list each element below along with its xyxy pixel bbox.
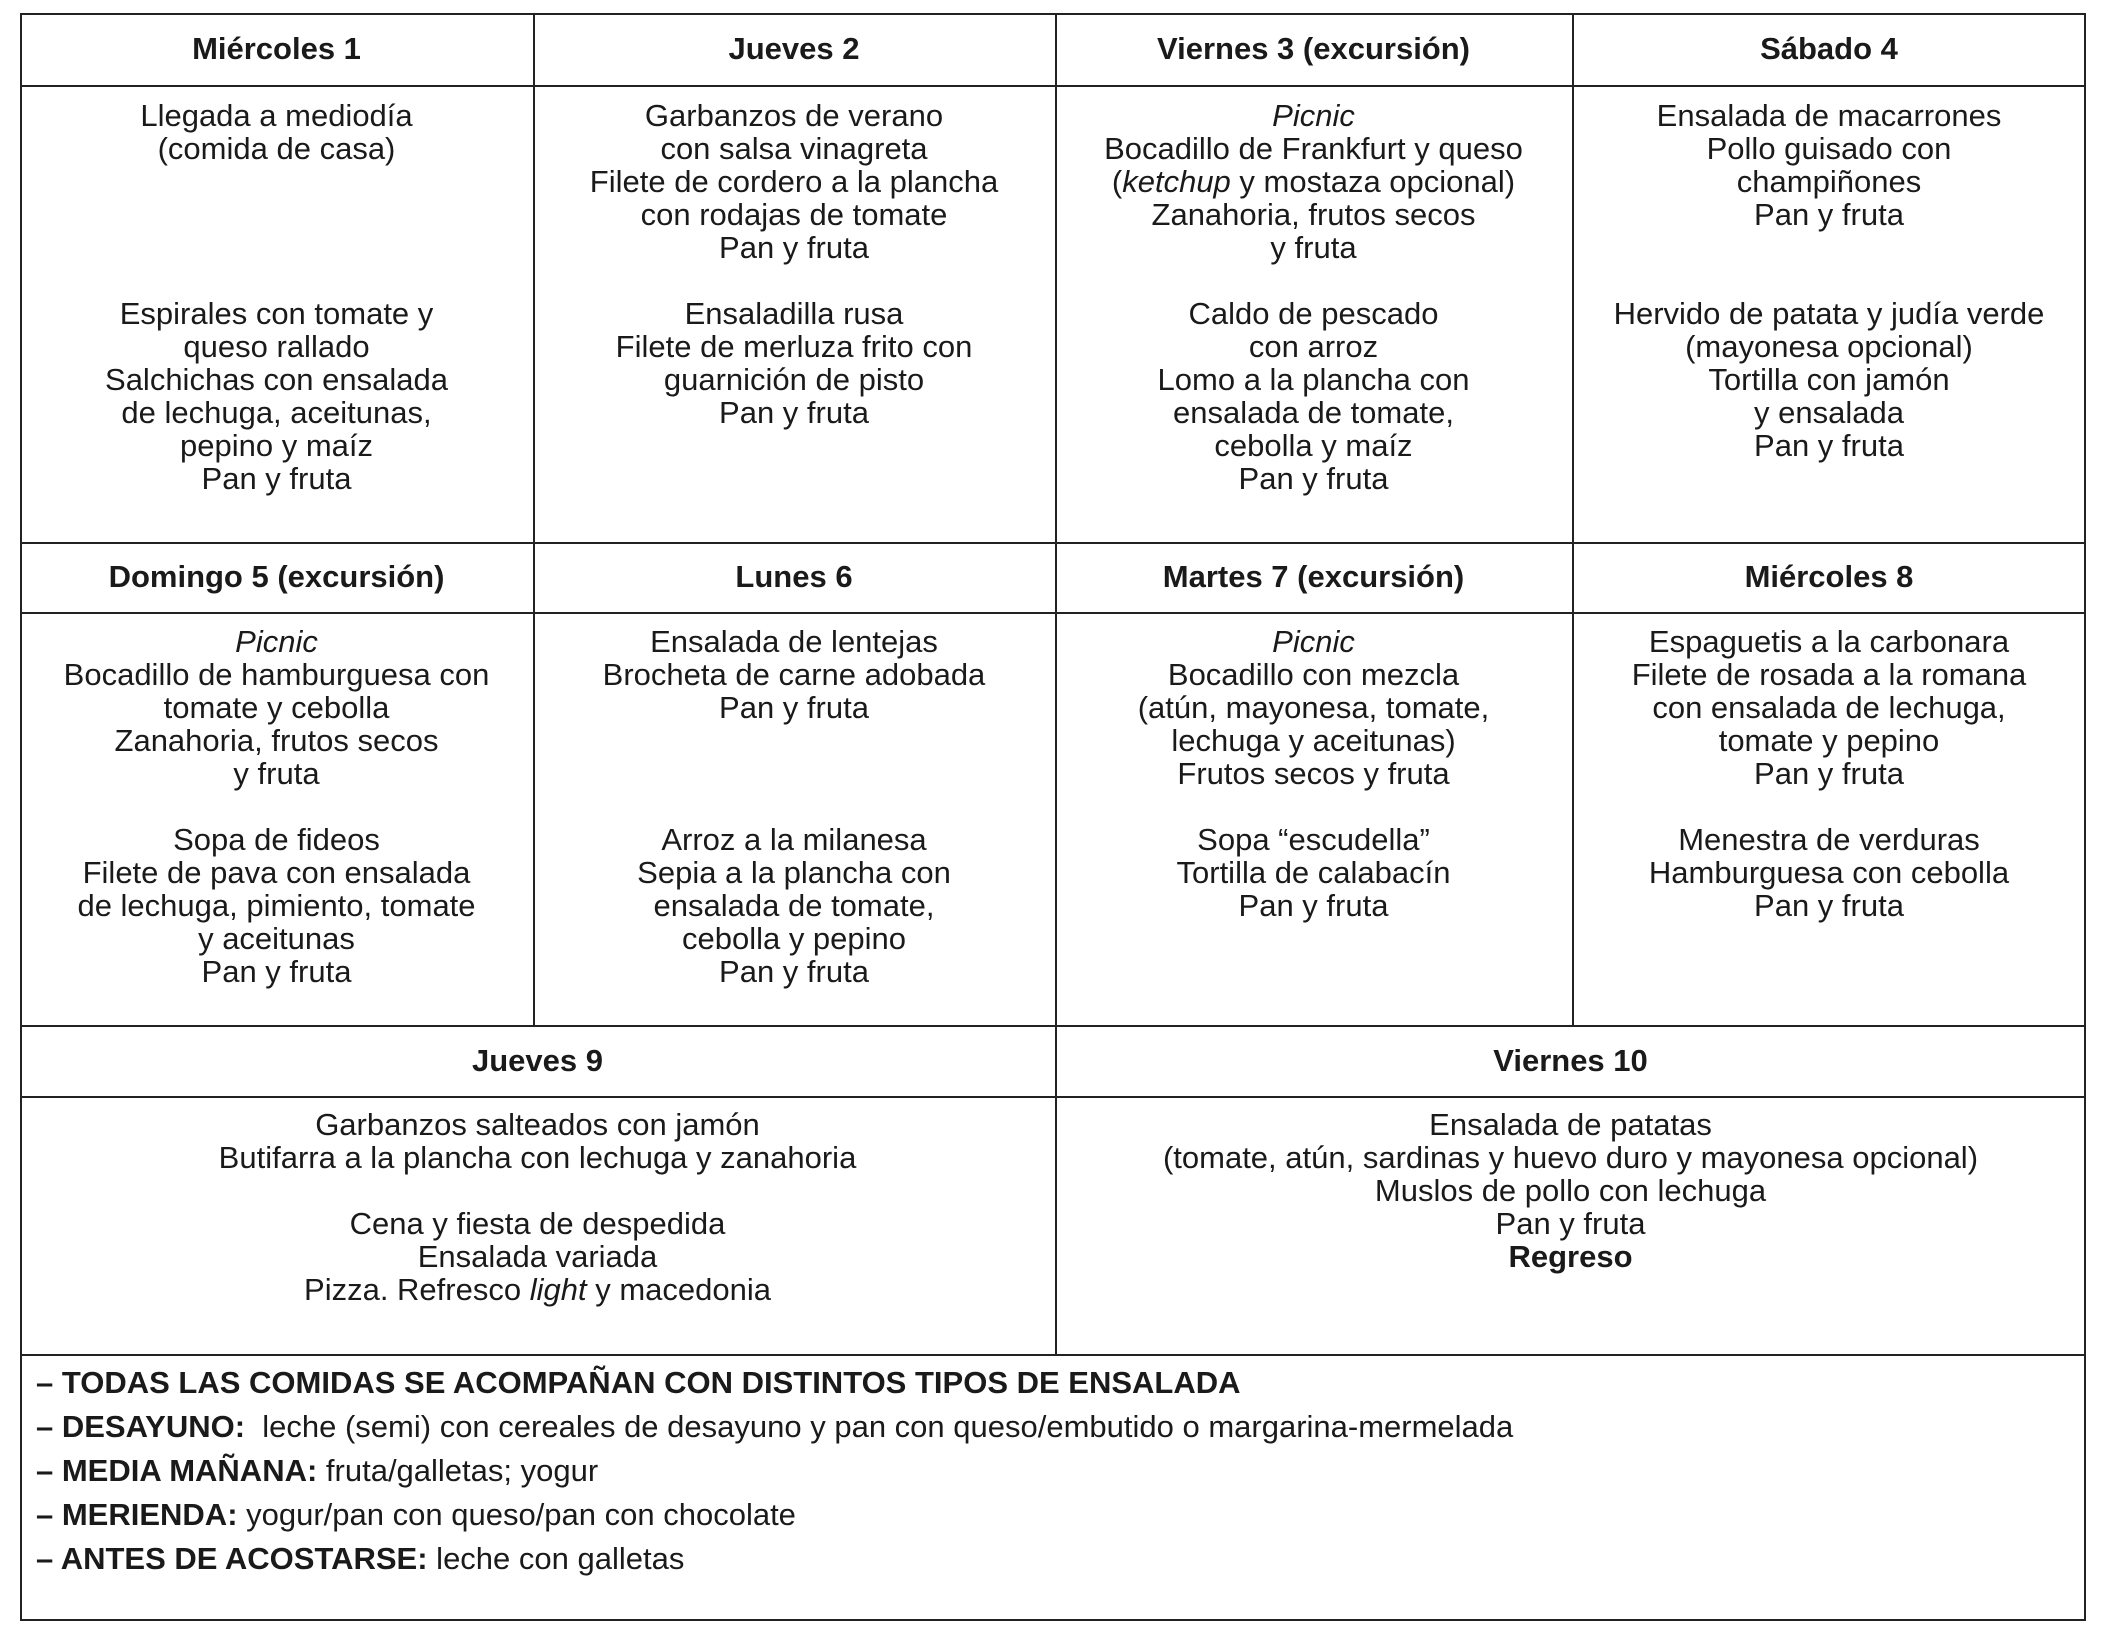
- row-rule: [20, 1354, 2086, 1356]
- lunch-line: Pan y fruta: [719, 230, 869, 265]
- lunch-line: lechuga y aceitunas): [1171, 723, 1456, 758]
- dinner-line: Hamburguesa con cebolla: [1648, 855, 2010, 890]
- note-label: – DESAYUNO:: [36, 1409, 246, 1444]
- row-rule: [20, 85, 2086, 87]
- row-rule: [20, 612, 2086, 614]
- dinner-line: Pizza. Refresco light y macedonia: [304, 1272, 771, 1307]
- dinner-block: [1055, 297, 1572, 495]
- lunch-line: (ketchup y mostaza opcional): [1111, 164, 1516, 199]
- note-text: leche (semi) con cereales de desayuno y pan con queso/embutido o margarina-mermelada: [245, 1409, 1514, 1444]
- dinner-line: Menestra de verduras: [1678, 822, 1980, 857]
- lunch-line: Pollo guisado con: [1706, 131, 1952, 166]
- dinner-line: cebolla y maíz: [1214, 428, 1413, 463]
- lunch-line: tomate y cebolla: [163, 690, 390, 725]
- dinner-line: Pan y fruta: [719, 954, 869, 989]
- dinner-line: Tortilla con jamón: [1708, 362, 1950, 397]
- dinner-line: Sopa “escudella”: [1197, 822, 1430, 857]
- day-header: Viernes 3 (excursión): [1156, 31, 1470, 66]
- dinner-block: [533, 297, 1055, 429]
- dinner-line: Lomo a la plancha con: [1157, 362, 1470, 397]
- day-header: Martes 7 (excursión): [1162, 559, 1465, 594]
- dinner-line: Filete de merluza frito con: [615, 329, 973, 364]
- lunch-line: Pan y fruta: [1495, 1206, 1646, 1241]
- lunch-block: [1572, 99, 2086, 297]
- dinner-line: Espirales con tomate y: [119, 296, 434, 331]
- day-menu: [1055, 99, 1572, 495]
- lunch-line: Brocheta de carne adobada: [602, 657, 986, 692]
- day-menu: [533, 625, 1055, 988]
- dinner-line: con arroz: [1248, 329, 1379, 364]
- dinner-line: Pan y fruta: [1754, 888, 1904, 923]
- day-header: Jueves 2: [728, 31, 860, 66]
- dinner-line: guarnición de pisto: [663, 362, 925, 397]
- dinner-line: Sopa de fideos: [173, 822, 380, 857]
- lunch-line: Bocadillo con mezcla: [1167, 657, 1460, 692]
- dinner-line: Caldo de pescado: [1188, 296, 1439, 331]
- lunch-line: champiñones: [1736, 164, 1922, 199]
- note-text: fruta/galletas; yogur: [317, 1453, 599, 1488]
- day-menu: [20, 625, 533, 988]
- lunch-line: Pan y fruta: [1754, 756, 1904, 791]
- lunch-line: Picnic: [1272, 624, 1355, 659]
- note-label: – MERIENDA:: [36, 1497, 238, 1532]
- dinner-line: Pan y fruta: [719, 395, 869, 430]
- lunch-line: Ensalada de patatas: [1429, 1107, 1712, 1142]
- dinner-line: Salchichas con ensalada: [105, 362, 448, 397]
- day-menu: [533, 99, 1055, 429]
- lunch-line: Butifarra a la plancha con lechuga y zanahoria: [218, 1140, 857, 1175]
- dinner-line: ensalada de tomate,: [653, 888, 935, 923]
- dinner-line: Regreso: [1508, 1239, 1633, 1274]
- note-line: [36, 1405, 2036, 1449]
- lunch-line: Garbanzos salteados con jamón: [315, 1107, 760, 1142]
- note-label: – MEDIA MAÑANA:: [36, 1453, 318, 1488]
- lunch-line: Frutos secos y fruta: [1177, 756, 1450, 791]
- day-header: Miércoles 1: [192, 31, 361, 66]
- dinner-block: [533, 823, 1055, 988]
- day-menu: [20, 1108, 1055, 1306]
- lunch-line: Picnic: [1272, 98, 1355, 133]
- lunch-line: Filete de cordero a la plancha: [589, 164, 999, 199]
- dinner-line: (mayonesa opcional): [1685, 329, 1973, 364]
- day-header: Lunes 6: [735, 559, 853, 594]
- day-header: Domingo 5 (excursión): [108, 559, 445, 594]
- lunch-line: Pan y fruta: [719, 690, 869, 725]
- lunch-line: Muslos de pollo con lechuga: [1374, 1173, 1767, 1208]
- lunch-block: [20, 99, 533, 297]
- lunch-line: (atún, mayonesa, tomate,: [1137, 690, 1490, 725]
- lunch-block: [1055, 625, 1572, 823]
- dinner-line: de lechuga, aceitunas,: [121, 395, 432, 430]
- dinner-line: pepino y maíz: [180, 428, 373, 463]
- lunch-line: Ensalada de macarrones: [1656, 98, 2002, 133]
- lunch-line: Zanahoria, frutos secos: [114, 723, 439, 758]
- lunch-block: [20, 625, 533, 823]
- lunch-line: (comida de casa): [157, 131, 396, 166]
- day-header: Miércoles 8: [1744, 559, 1914, 594]
- dinner-block: [20, 1207, 1055, 1306]
- dinner-line: Pan y fruta: [201, 954, 352, 989]
- day-menu: [1572, 625, 2086, 922]
- dinner-line: Pan y fruta: [201, 461, 352, 496]
- day-header: Sábado 4: [1760, 31, 1898, 66]
- day-menu: [1055, 625, 1572, 922]
- dinner-line: Filete de pava con ensalada: [82, 855, 471, 890]
- lunch-line: y fruta: [233, 756, 320, 791]
- lunch-line: Espaguetis a la carbonara: [1648, 624, 2010, 659]
- lunch-line: Ensalada de lentejas: [650, 624, 938, 659]
- dinner-line: de lechuga, pimiento, tomate: [77, 888, 476, 923]
- dinner-block: [1572, 823, 2086, 922]
- lunch-block: [20, 1108, 1055, 1207]
- lunch-line: tomate y pepino: [1718, 723, 1940, 758]
- dinner-line: Ensaladilla rusa: [684, 296, 904, 331]
- note-label: – ANTES DE ACOSTARSE:: [36, 1541, 428, 1576]
- dinner-line: Pan y fruta: [1238, 461, 1389, 496]
- lunch-line: Picnic: [235, 624, 318, 659]
- day-menu: [1572, 99, 2086, 462]
- dinner-line: cebolla y pepino: [681, 921, 907, 956]
- day-header: Jueves 9: [472, 1042, 603, 1078]
- dinner-line: Cena y fiesta de despedida: [349, 1206, 726, 1241]
- lunch-line: con rodajas de tomate: [640, 197, 948, 232]
- day-menu: [1055, 1108, 2086, 1273]
- lunch-line: Llegada a mediodía: [140, 98, 413, 133]
- day-header: Viernes 10: [1493, 1042, 1648, 1078]
- lunch-line: con ensalada de lechuga,: [1652, 690, 2006, 725]
- day-menu: [20, 99, 533, 495]
- note-line: [36, 1537, 2036, 1581]
- note-label: – TODAS LAS COMIDAS SE ACOMPAÑAN CON DISTINTOS TIPOS DE ENSALADA: [36, 1365, 1241, 1400]
- note-text: yogur/pan con queso/pan con chocolate: [237, 1497, 796, 1532]
- lunch-line: Garbanzos de verano: [644, 98, 944, 133]
- note-line: [36, 1449, 2036, 1493]
- lunch-block: [533, 99, 1055, 297]
- dinner-line: Ensalada variada: [417, 1239, 658, 1274]
- dinner-line: Tortilla de calabacín: [1176, 855, 1451, 890]
- dinner-line: ensalada de tomate,: [1173, 395, 1454, 430]
- lunch-line: y fruta: [1270, 230, 1357, 265]
- meal-notes: [36, 1361, 2036, 1581]
- lunch-line: (tomate, atún, sardinas y huevo duro y mayonesa opcional): [1162, 1140, 1979, 1175]
- lunch-line: Pan y fruta: [1754, 197, 1904, 232]
- lunch-line: Filete de rosada a la romana: [1631, 657, 2027, 692]
- dinner-line: Arroz a la milanesa: [661, 822, 927, 857]
- lunch-block: [1055, 1108, 2086, 1240]
- dinner-line: queso rallado: [183, 329, 370, 364]
- dinner-block: [1572, 297, 2086, 462]
- lunch-block: [1572, 625, 2086, 823]
- lunch-line: Bocadillo de Frankfurt y queso: [1104, 131, 1523, 166]
- dinner-line: Sepia a la plancha con: [637, 855, 951, 890]
- dinner-line: Hervido de patata y judía verde: [1613, 296, 2045, 331]
- dinner-block: [20, 297, 533, 495]
- dinner-line: Pan y fruta: [1754, 428, 1904, 463]
- dinner-block: [20, 823, 533, 988]
- dinner-line: y aceitunas: [198, 921, 355, 956]
- lunch-line: Bocadillo de hamburguesa con: [63, 657, 490, 692]
- lunch-line: Zanahoria, frutos secos: [1151, 197, 1476, 232]
- note-line: [36, 1493, 2036, 1537]
- dinner-line: Pan y fruta: [1238, 888, 1389, 923]
- dinner-block: [1055, 823, 1572, 922]
- lunch-block: [1055, 99, 1572, 297]
- note-line: [36, 1361, 2036, 1405]
- dinner-line: y ensalada: [1754, 395, 1904, 430]
- note-text: leche con galletas: [427, 1541, 685, 1576]
- dinner-block: [1055, 1240, 2086, 1273]
- lunch-block: [533, 625, 1055, 823]
- row-rule: [20, 1096, 2086, 1098]
- lunch-line: con salsa vinagreta: [660, 131, 928, 166]
